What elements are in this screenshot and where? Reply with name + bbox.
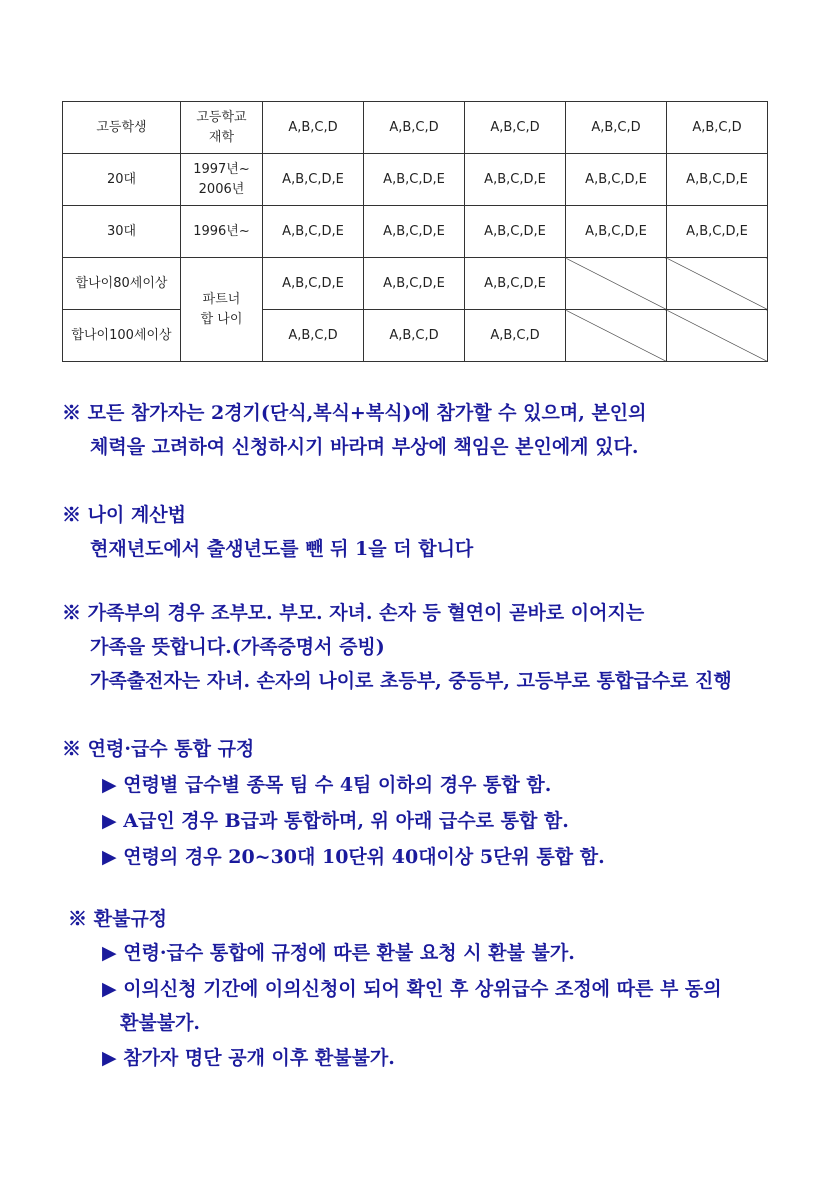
grade-cell: A,B,C,D,E [667,154,768,206]
table-row [63,310,768,362]
grade-cell: A,B,C,D [263,102,364,154]
grade-cell: A,B,C,D,E [566,206,667,258]
note-age-calc-title: ※ 나이 계산법 [62,504,186,526]
grade-cell: A,B,C,D [465,310,566,362]
note-merge-title: ※ 연령·급수 통합 규정 [62,738,255,760]
grade-cell: A,B,C,D,E [465,154,566,206]
note-family-line3: 가족출전자는 자녀. 손자의 나이로 초등부, 중등부, 고등부로 통합급수로 진행 [90,670,732,692]
empty-diagonal-cell [566,310,667,362]
note-merge-item: ▶ 연령별 급수별 종목 팀 수 4팀 이하의 경우 통합 함. [102,774,552,796]
grade-cell: A,B,C,D,E [263,258,364,310]
empty-diagonal-cell [667,258,768,310]
grade-cell: A,B,C,D,E [263,154,364,206]
grade-cell: A,B,C,D,E [364,258,465,310]
age-group-label: 합나이100세이상 [63,310,181,362]
grade-cell: A,B,C,D,E [465,258,566,310]
grade-cell: A,B,C,D [263,310,364,362]
note-refund-title: ※ 환불규정 [68,908,168,930]
table-row [63,258,768,310]
age-group-label: 합나이80세이상 [63,258,181,310]
grade-cell: A,B,C,D [364,102,465,154]
note-refund-item: ▶ 이의신청 기간에 이의신청이 되어 확인 후 상위급수 조정에 따른 부 동의 [102,978,722,1000]
grade-cell: A,B,C,D [667,102,768,154]
grade-cell: A,B,C,D [364,310,465,362]
birth-period: 1996년~ [181,206,263,258]
table-row [63,102,768,154]
birth-period: 1997년~ 2006년 [181,154,263,206]
note-family-line2: 가족을 뜻합니다.(가족증명서 증빙) [90,636,385,658]
grade-cell: A,B,C,D [465,102,566,154]
age-group-label: 고등학생 [63,102,181,154]
grade-cell: A,B,C,D,E [566,154,667,206]
grade-cell: A,B,C,D,E [667,206,768,258]
empty-diagonal-cell [566,258,667,310]
grade-cell: A,B,C,D [566,102,667,154]
birth-period: 고등학교 재학 [181,102,263,154]
note-refund-item: ▶ 연령·급수 통합에 규정에 따른 환불 요청 시 환불 불가. [102,942,575,964]
note-family: ※ 가족부의 경우 조부모. 부모. 자녀. 손자 등 혈연이 곧바로 이어지는 [62,602,645,624]
partner-period: 파트너 합 나이 [181,258,263,362]
grade-cell: A,B,C,D,E [465,206,566,258]
age-group-label: 30대 [63,206,181,258]
note-participation-line2: 체력을 고려하여 신청하시기 바라며 부상에 책임은 본인에게 있다. [90,436,639,458]
grade-cell: A,B,C,D,E [364,154,465,206]
table-row [63,206,768,258]
empty-diagonal-cell [667,310,768,362]
age-group-label: 20대 [63,154,181,206]
note-refund-item-continued: 환불불가. [120,1012,201,1034]
note-participation: ※ 모든 참가자는 2경기(단식,복식+복식)에 참가할 수 있으며, 본인의 [62,402,647,424]
note-merge-item: ▶ 연령의 경우 20~30대 10단위 40대이상 5단위 통합 함. [102,846,605,868]
grade-table [62,101,768,362]
table-row [63,154,768,206]
note-refund-item: ▶ 참가자 명단 공개 이후 환불불가. [102,1047,395,1069]
grade-cell: A,B,C,D,E [263,206,364,258]
note-age-calc-body: 현재년도에서 출생년도를 뺀 뒤 1을 더 합니다 [90,538,474,560]
grade-cell: A,B,C,D,E [364,206,465,258]
note-merge-item: ▶ A급인 경우 B급과 통합하며, 위 아래 급수로 통합 함. [102,810,569,832]
